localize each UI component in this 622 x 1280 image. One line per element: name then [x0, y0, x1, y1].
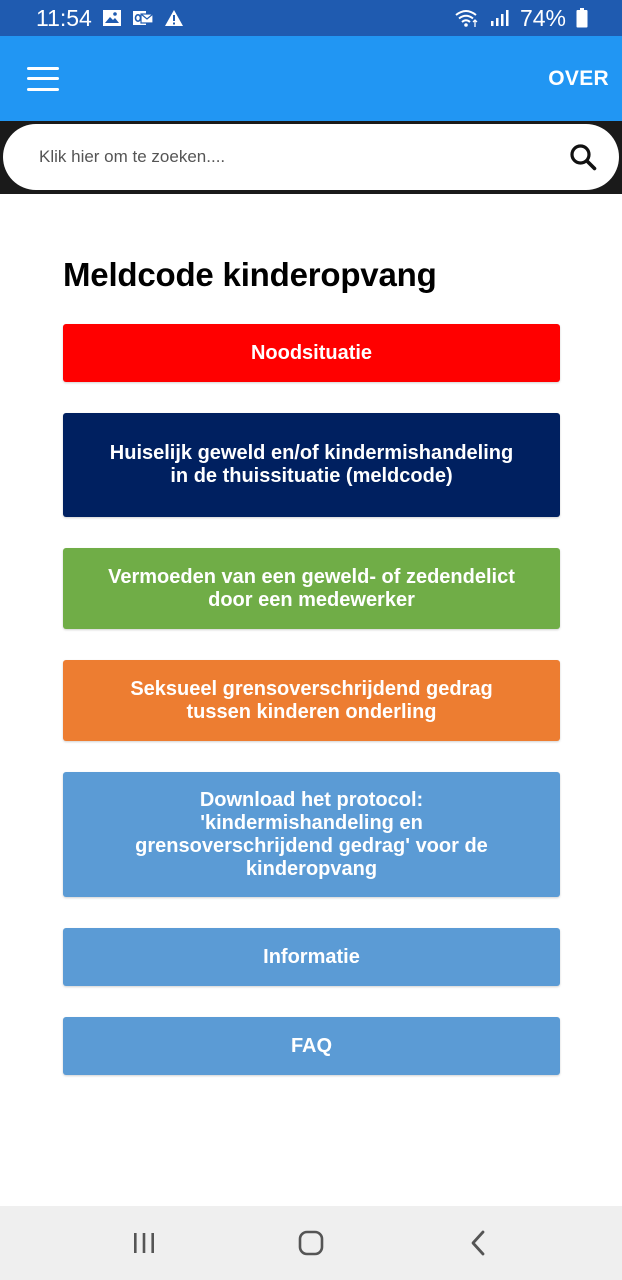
status-bar [0, 0, 622, 36]
app-bar [0, 36, 622, 121]
home-icon[interactable] [286, 1218, 336, 1268]
main-content [63, 194, 560, 1075]
back-icon[interactable] [453, 1218, 503, 1268]
status-bar-left [36, 5, 184, 32]
signal-icon [490, 9, 510, 27]
search-bar-container [0, 121, 622, 194]
huiselijk-geweld-button[interactable]: Huiselijk geweld en/of kindermishandeling in de thuissituatie (meldcode) [63, 413, 560, 517]
recent-apps-icon[interactable] [119, 1218, 169, 1268]
over-button[interactable]: OVER [548, 66, 609, 90]
status-bar-right [454, 5, 588, 32]
wifi-icon [454, 8, 480, 28]
informatie-button[interactable]: Informatie [63, 928, 560, 986]
page-title: Meldcode kinderopvang [63, 256, 437, 293]
outlook-icon [132, 9, 154, 27]
warning-icon [164, 9, 184, 27]
faq-button[interactable]: FAQ [63, 1017, 560, 1075]
system-nav-bar [0, 1206, 622, 1280]
search-input[interactable] [39, 147, 567, 167]
noodsituatie-button[interactable]: Noodsituatie [63, 324, 560, 382]
menu-icon[interactable] [27, 67, 59, 91]
status-time: 11:54 [36, 4, 92, 31]
download-protocol-button[interactable]: Download het protocol: 'kindermishandeling en grensoverschrijdend gedrag' voor de kinderopvang [63, 772, 560, 897]
image-icon [102, 9, 122, 27]
search-box[interactable] [3, 124, 619, 190]
vermoeden-geweld-button[interactable]: Vermoeden van een geweld- of zedendelict door een medewerker [63, 548, 560, 629]
seksueel-gedrag-button[interactable]: Seksueel grensoverschrijdend gedrag tussen kinderen onderling [63, 660, 560, 741]
battery-icon [576, 8, 588, 28]
battery-percent: 74% [519, 4, 566, 31]
search-icon[interactable] [567, 141, 599, 173]
